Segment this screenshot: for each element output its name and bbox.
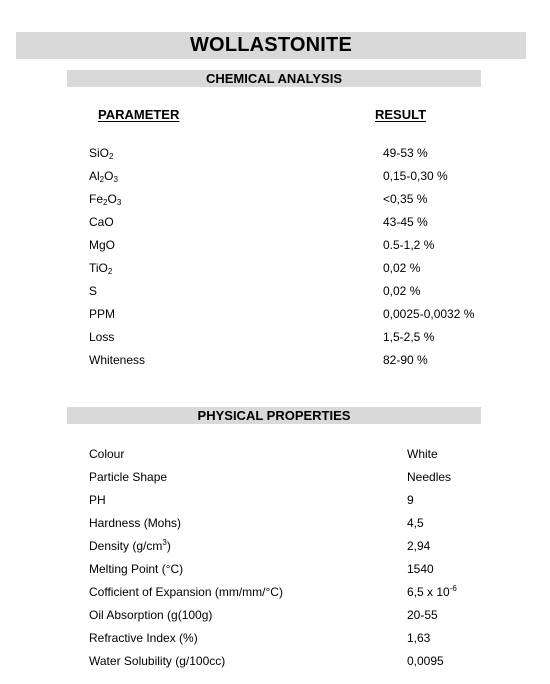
chemical-analysis-heading: CHEMICAL ANALYSIS — [67, 70, 481, 87]
table-row — [0, 654, 550, 674]
parameter-label: TiO$_2$ — [89, 261, 113, 276]
result-value: 0,0095 — [407, 654, 444, 668]
result-value: 4,5 — [407, 516, 424, 530]
parameter-label: Oil Absorption (g(100g) — [89, 608, 213, 622]
parameter-label: Loss — [89, 330, 115, 344]
parameter-label: MgO — [89, 238, 116, 252]
result-value: 1,63 — [407, 631, 431, 645]
table-row — [0, 307, 550, 327]
parameter-label: SiO$_2$ — [89, 146, 114, 161]
parameter-label: Particle Shape — [89, 470, 168, 484]
result-value: 49-53 % — [383, 146, 428, 160]
table-row — [0, 493, 550, 513]
table-row — [0, 238, 550, 258]
table-row — [0, 261, 550, 281]
result-column-header: RESULT — [375, 107, 427, 122]
result-value: Needles — [407, 470, 452, 484]
result-value: 0,02 % — [383, 261, 421, 275]
table-row — [0, 562, 550, 582]
result-value: 20-55 — [407, 608, 438, 622]
parameter-label: S — [89, 284, 98, 298]
table-row — [0, 585, 550, 605]
table-row — [0, 516, 550, 536]
parameter-label: Water Solubility (g/100cc) — [89, 654, 226, 668]
table-row — [0, 353, 550, 373]
result-value: 6,5 x $10^{-6}$ — [407, 584, 457, 599]
parameter-label: Hardness (Mohs) — [89, 516, 182, 530]
result-value: 0,02 % — [383, 284, 421, 298]
parameter-label: Cofficient of Expansion (mm/mm/°C) — [89, 585, 283, 599]
table-row — [0, 146, 550, 166]
parameter-label: $Al_2O_3$ — [89, 169, 118, 184]
result-value: 0,15-0,30 % — [383, 169, 448, 183]
parameter-label: PH — [89, 493, 106, 507]
table-row — [0, 169, 550, 189]
table-row — [0, 539, 550, 559]
parameter-label: $Fe_2O_3$ — [89, 192, 122, 207]
parameter-label: CaO — [89, 215, 114, 229]
result-value: 1540 — [407, 562, 434, 576]
parameter-column-header: PARAMETER — [98, 107, 180, 122]
result-value: 82-90 % — [383, 353, 428, 367]
parameter-label: Refractive Index (%) — [89, 631, 198, 645]
table-row — [0, 608, 550, 628]
result-value: 1,5-2,5 % — [383, 330, 435, 344]
physical-properties-heading: PHYSICAL PROPERTIES — [67, 407, 481, 424]
result-value: White — [407, 447, 438, 461]
result-value: 9 — [407, 493, 414, 507]
parameter-label: Colour — [89, 447, 125, 461]
table-row — [0, 215, 550, 235]
table-row — [0, 284, 550, 304]
parameter-label: PPM — [89, 307, 116, 321]
result-value: 2,94 — [407, 539, 431, 553]
result-value: 0.5-1,2 % — [383, 238, 435, 252]
table-row — [0, 470, 550, 490]
result-value: 43-45 % — [383, 215, 428, 229]
parameter-label: Melting Point (°C) — [89, 562, 184, 576]
page-title: WOLLASTONITE — [16, 32, 526, 59]
table-row — [0, 631, 550, 651]
table-row — [0, 330, 550, 350]
table-row — [0, 192, 550, 212]
result-value: 0,0025-0,0032 % — [383, 307, 475, 321]
table-row — [0, 447, 550, 467]
parameter-label: Density $(g/cm^3)$ — [89, 538, 171, 553]
result-value: <0,35 % — [383, 192, 428, 206]
parameter-label: Whiteness — [89, 353, 146, 367]
